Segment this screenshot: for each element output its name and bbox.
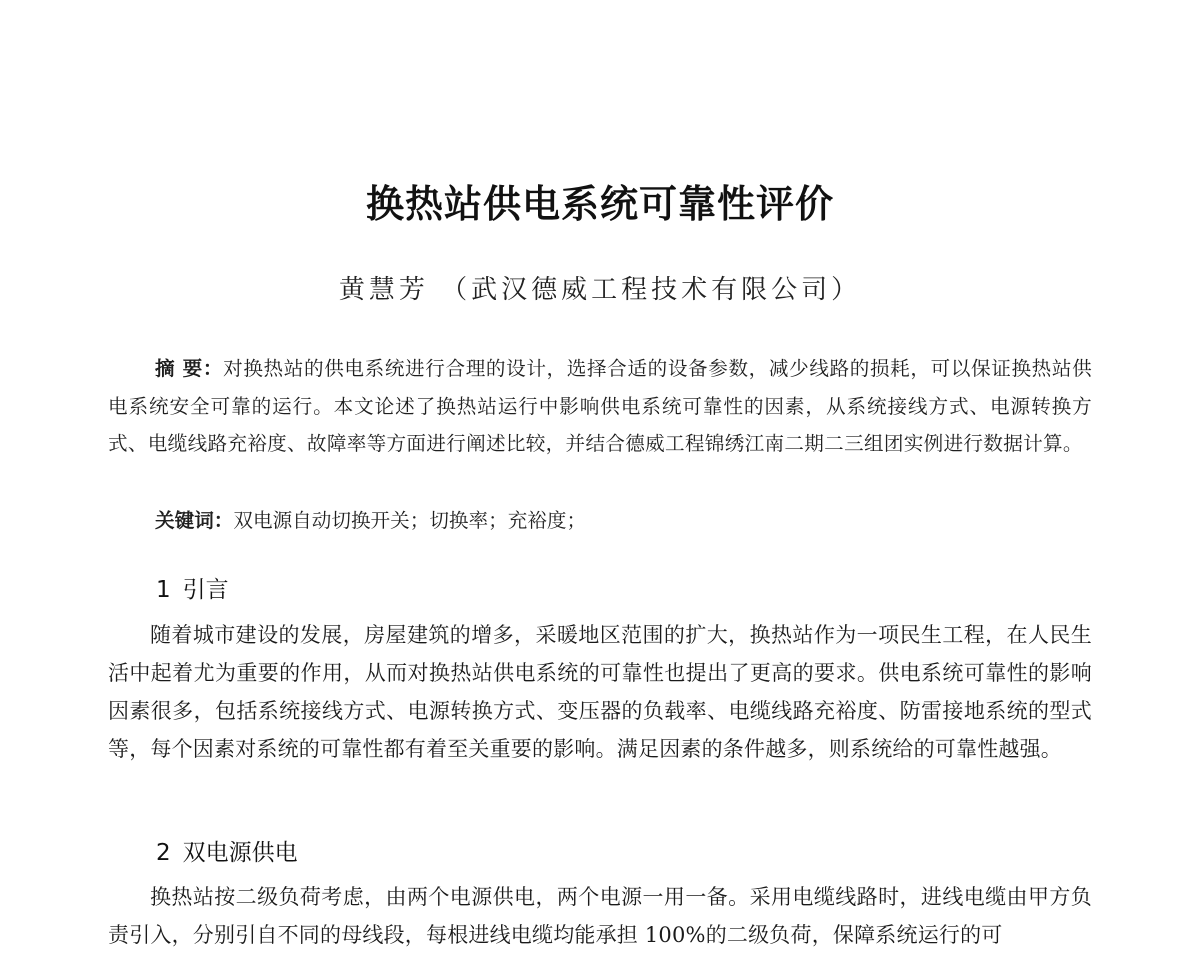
section-1-paragraph: 随着城市建设的发展，房屋建筑的增多，采暖地区范围的扩大，换热站作为一项民生工程，在人民生活中起着尤为重要的作用，从而对换热站供电系统的可靠性也提出了更高的要求。供电系统可靠性的影响因素很多，包括系统接线方式、电源转换方式、变压器的负载率、电缆线路充裕度、防雷接地系统的型式等，每个因素对系统的可靠性都有着至关重要的影响。满足因素的条件越多，则系统给的可靠性越强。 xyxy=(108,623,1092,761)
keywords-text: 双电源自动切换开关；切换率；充裕度； xyxy=(233,509,587,532)
section-number: 1 xyxy=(156,577,171,603)
keywords-label: 关键词： xyxy=(155,509,234,532)
section-title: 引言 xyxy=(182,577,229,603)
paper-title: 换热站供电系统可靠性评价 xyxy=(365,181,834,226)
section-heading-1 xyxy=(156,573,229,607)
section-title: 双电源供电 xyxy=(182,840,298,866)
author-affiliation: 黄慧芳 （武汉德威工程技术有限公司） xyxy=(338,275,862,305)
keywords xyxy=(108,502,1092,540)
section-2-paragraph: 换热站按二级负荷考虑，由两个电源供电，两个电源一用一备。采用电缆线路时，进线电缆由甲方负责引入，分别引自不同的母线段，每根进线电缆均能承担 100%的二级负荷，保障系统运行的可 xyxy=(108,885,1092,947)
section-number: 2 xyxy=(156,840,171,866)
abstract-text: 对换热站的供电系统进行合理的设计，选择合适的设备参数，减少线路的损耗，可以保证换热站供电系统安全可靠的运行。本文论述了换热站运行中影响供电系统可靠性的因素，从系统接线方式、电源转换方式、电缆线路充裕度、故障率等方面进行阐述比较，并结合德威工程锦绣江南二期二三组团实例进行数据计算。 xyxy=(108,357,1092,455)
abstract xyxy=(108,350,1092,463)
abstract-label: 摘 要： xyxy=(155,357,224,380)
section-heading-2 xyxy=(156,836,298,870)
